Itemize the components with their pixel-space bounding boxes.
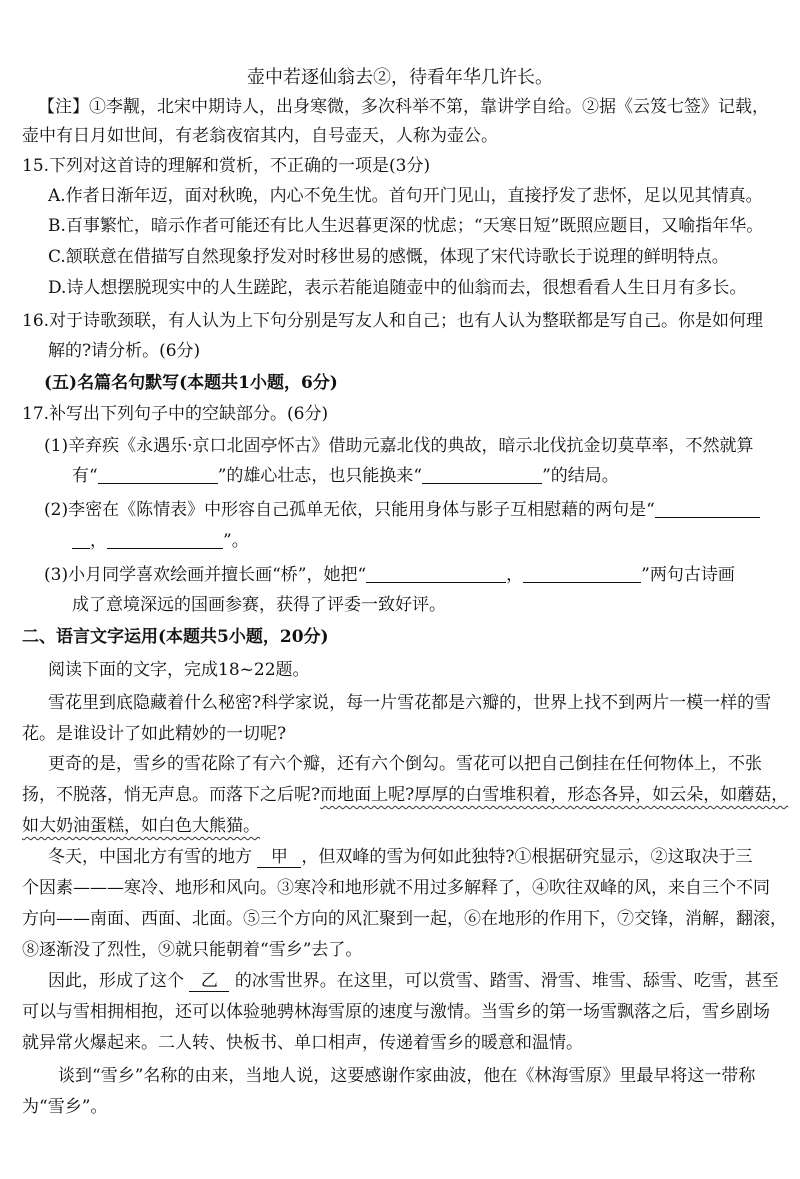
q17-item3-text-a: (3)小月同学喜欢绘画并擅长画“桥”，她把“	[44, 565, 367, 585]
question-16-line2: 解的?请分析。(6分)	[48, 341, 201, 361]
passage-intro: 阅读下面的文字，完成18~22题。	[48, 660, 310, 680]
question-15-option-d: D.诗人想摆脱现实中的人生蹉跎，表示若能追随壶中的仙翁而去，很想看看人生日月有多长。	[48, 278, 747, 298]
poem-last-line: 壶中若逐仙翁去②，待看年华几许长。	[247, 67, 553, 88]
poem-note-line2: 壶中有日月如世间，有老翁夜宿其内，自号壶天，人称为壶公。	[22, 126, 498, 146]
q17-item2-text-c: ”。	[223, 531, 249, 551]
q17-item3-text-c: ”两句古诗画	[641, 565, 735, 585]
q17-item2-text-b: ，	[90, 531, 107, 551]
q17-item2-blank-2[interactable]	[107, 530, 223, 549]
passage-p5-line1: 谈到“雪乡”名称的由来，当地人说，这要感谢作家曲波，他在《林海雪原》里最早将这一带称	[58, 1066, 756, 1086]
passage-p2-wavy-underline-end: 如大奶油蛋糕，如白色大熊猫。	[22, 816, 260, 836]
passage-p4-line3: 就异常火爆起来。二人转、快板书、单口相声，传递着雪乡的暖意和温情。	[22, 1033, 583, 1053]
question-17-item1-line2	[72, 462, 619, 490]
passage-p3-line1	[48, 843, 753, 871]
passage-p2-line3	[22, 812, 260, 840]
poem-note-line1: 【注】①李觏，北宋中期诗人，出身寒微，多次科举不第，靠讲学自给。②据《云笈七签》记载，	[38, 97, 769, 117]
passage-p3-line4: ⑧逐渐没了烈性，⑨就只能朝着“雪乡”去了。	[22, 940, 363, 960]
passage-p1-line1: 雪花里到底隐藏着什么秘密?科学家说，每一片雪花都是六瓣的，世界上找不到两片一模一样的雪	[48, 693, 772, 713]
passage-p3-line1-a: 冬天，中国北方有雪的地方	[48, 847, 252, 867]
passage-p1-line2: 花。是谁设计了如此精妙的一切呢?	[22, 724, 287, 744]
question-15-option-a: A.作者日渐年迈，面对秋晚，内心不免生忧。首句开门见山，直接抒发了悲怀，足以见其情真。	[48, 186, 763, 206]
passage-p3-line3: 方向——南面、西面、北面。⑤三个方向的风汇聚到一起，⑥在地形的作用下，⑦交锋，消解，翻滚，	[22, 909, 787, 929]
question-17-item2-line1	[44, 496, 760, 524]
passage-p2-line2	[22, 781, 788, 809]
passage-p5-line2: 为“雪乡”。	[22, 1097, 108, 1117]
q17-item3-text-b: ，	[506, 565, 524, 585]
passage-p2-line1: 更奇的是，雪乡的雪花除了有六个瓣，还有六个倒勾。雪花可以把自己倒挂在任何物体上，不张	[48, 754, 762, 774]
question-17-item3-line2: 成了意境深远的国画参赛，获得了评委一致好评。	[72, 595, 446, 615]
question-17-item2-line2	[72, 527, 249, 555]
question-17-item3-line1	[44, 561, 735, 589]
passage-p4-line2: 可以与雪相拥相抱，还可以体验驰骋林海雪原的速度与激情。当雪乡的第一场雪飘落之后，雪乡剧场	[22, 1002, 770, 1022]
passage-p2-line2-a: 扬，不脱落，悄无声息。而落下之后呢?	[22, 785, 321, 805]
passage-p4-line1	[48, 967, 779, 995]
section-5-heading: (五)名篇名句默写(本题共1小题，6分)	[44, 373, 338, 393]
question-15-stem: 15.下列对这首诗的理解和赏析，不正确的一项是(3分)	[22, 156, 431, 176]
passage-p3-line2: 个因素———寒冷、地形和风向。③寒冷和地形就不用过多解释了，④吹往双峰的风，来自三个不同	[22, 878, 770, 898]
section-2-heading: 二、语言文字运用(本题共5小题，20分)	[22, 627, 329, 647]
question-15-option-b: B.百事繁忙，暗示作者可能还有比人生迟暮更深的忧虑；“天寒日短”既照应题目，又喻指年华。	[48, 216, 764, 236]
blank-jia[interactable]: 甲	[257, 847, 301, 868]
q17-item1-text-b: ”的雄心壮志，也只能换来“	[217, 466, 423, 486]
passage-p3-line1-b: ，但双峰的雪为何如此独特?①根据研究显示，②这取决于三	[301, 847, 753, 867]
question-15-option-c: C.颔联意在借描写自然现象抒发对时移世易的感慨，体现了宋代诗歌长于说理的鲜明特点。	[48, 247, 729, 267]
q17-item2-text-a: (2)李密在《陈情表》中形容自己孤单无依，只能用身体与影子互相慰藉的两句是“	[44, 500, 655, 520]
q17-item2-blank-1b[interactable]	[72, 530, 90, 549]
q17-item3-blank-2[interactable]	[523, 564, 641, 583]
q17-item3-blank-1[interactable]	[366, 564, 506, 583]
question-16-line1: 16.对于诗歌颈联，有人认为上下句分别是写友人和自己；也有人认为整联都是写自己。你是如何理	[22, 311, 764, 331]
question-17-item1-line1: (1)辛弃疾《永遇乐·京口北固亭怀古》借助元嘉北伐的典故，暗示北伐抗金切莫草率，不然就算	[44, 436, 754, 456]
passage-p4-line1-b: 的冰雪世界。在这里，可以赏雪、踏雪、滑雪、堆雪、舔雪、吃雪，甚至	[234, 971, 779, 991]
q17-item1-text-c: ”的结局。	[542, 466, 619, 486]
q17-item2-blank-1a[interactable]	[655, 499, 760, 518]
q17-item1-blank-2[interactable]	[422, 465, 542, 484]
blank-yi[interactable]: 乙	[189, 971, 229, 992]
q17-item1-text-a: 有“	[72, 466, 98, 486]
passage-p2-wavy-underline: 而地面上呢?厚厚的白雪堆积着，形态各异，如云朵，如蘑菇，	[320, 785, 789, 805]
passage-p4-line1-a: 因此，形成了这个	[48, 971, 184, 991]
q17-item1-blank-1[interactable]	[98, 465, 218, 484]
question-17-stem: 17.补写出下列句子中的空缺部分。(6分)	[22, 404, 329, 424]
